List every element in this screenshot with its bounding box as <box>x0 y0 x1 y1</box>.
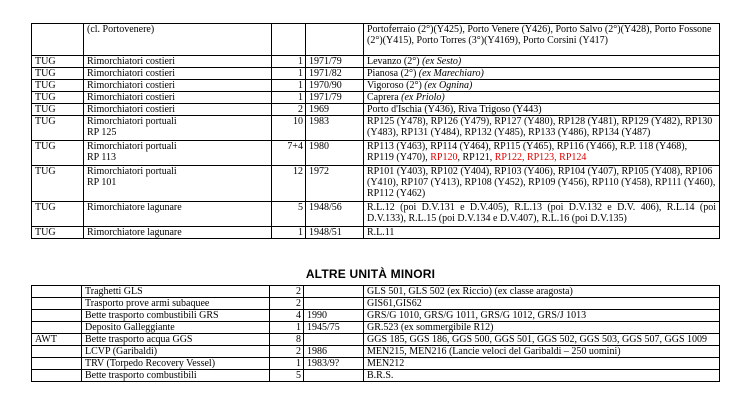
class-cell: Rimorchiatori costieri <box>84 56 272 68</box>
naval-units-table-tugs <box>31 23 720 239</box>
unit-list: RP113 (Y463), RP114 (Y464), RP115 (Y465), RP116 (Y466), R.P. 118 (Y468), RP119 (Y470), <box>367 141 688 163</box>
type-cell <box>32 298 82 310</box>
unit-name: Caprera <box>367 92 402 103</box>
table-row <box>32 298 720 310</box>
class-cell: Rimorchiatori costieri <box>84 80 272 92</box>
class-cell: Traghetti GLS <box>82 286 270 298</box>
units-cell <box>364 92 720 104</box>
year-cell <box>304 334 364 346</box>
type-cell <box>32 24 84 56</box>
class-cell: Rimorchiatori costieri <box>84 92 272 104</box>
units-cell: MEN215, MEN216 (Lancie veloci del Garibaldi – 250 uomini) <box>364 346 720 358</box>
class-cell: Bette trasporto combustibili GRS <box>82 310 270 322</box>
class-cell: Deposito Galleggiante <box>82 322 270 334</box>
class-cell: Rimorchiatori costieri <box>84 104 272 116</box>
table-row <box>32 68 720 80</box>
class-cell: Rimorchiatori portuali RP 113 <box>84 141 272 166</box>
table-row <box>32 104 720 116</box>
class-cell: Trasporto prove armi subaquee <box>82 298 270 310</box>
units-cell: MEN212 <box>364 358 720 370</box>
type-cell: TUG <box>32 202 84 227</box>
units-cell: B.R.S. <box>364 370 720 382</box>
type-cell: TUG <box>32 116 84 141</box>
quantity-cell: 10 <box>272 116 306 141</box>
units-cell: Portoferraio (2°)(Y425), Porto Venere (Y426), Porto Salvo (2°)(Y428), Porto Fossone (2°)(Y415), Porto Torres (3°)(Y4169), Porto Corsini (Y417) <box>364 24 720 56</box>
quantity-cell: 2 <box>270 346 304 358</box>
table-row <box>32 92 720 104</box>
quantity-cell: 1 <box>272 68 306 80</box>
table-row <box>32 227 720 239</box>
table-row <box>32 346 720 358</box>
year-cell: 1986 <box>304 346 364 358</box>
year-cell: 1983 <box>306 116 364 141</box>
class-cell: Rimorchiatori portuali RP 125 <box>84 116 272 141</box>
former-name: (ex Sesto) <box>422 56 462 67</box>
quantity-cell: 2 <box>272 104 306 116</box>
quantity-cell: 1 <box>272 80 306 92</box>
table-row <box>32 80 720 92</box>
type-cell: TUG <box>32 227 84 239</box>
quantity-cell: 1 <box>270 322 304 334</box>
type-cell: TUG <box>32 68 84 80</box>
unit-list: , RP121, <box>457 152 495 163</box>
year-cell <box>304 286 364 298</box>
table-row <box>32 286 720 298</box>
naval-units-table-minor <box>31 285 720 382</box>
class-cell: TRV (Torpedo Recovery Vessel) <box>82 358 270 370</box>
class-cell: Rimorchiatori costieri <box>84 68 272 80</box>
year-cell: 1948/56 <box>306 202 364 227</box>
quantity-cell: 7+4 <box>272 141 306 166</box>
units-cell: RP125 (Y478), RP126 (Y479), RP127 (Y480), RP128 (Y481), RP129 (Y482), RP130 (Y483), RP131 (Y484), RP132 (Y485), RP133 (Y486), RP134 (Y487) <box>364 116 720 141</box>
table-row <box>32 202 720 227</box>
unit-name: Levanzo (2°) <box>367 56 423 67</box>
year-cell: 1990 <box>304 310 364 322</box>
table-row <box>32 116 720 141</box>
type-cell <box>32 310 82 322</box>
units-cell: RP101 (Y403), RP102 (Y404), RP103 (Y406), RP104 (Y407), RP105 (Y408), RP106 (Y410), RP107 (Y413), RP108 (Y452), RP109 (Y456), RP110 (Y458), RP111 (Y460), RP112 (Y462) <box>364 166 720 202</box>
table-row <box>32 56 720 68</box>
type-cell <box>32 358 82 370</box>
units-cell: GRS/G 1010, GRS/G 1011, GRS/G 1012, GRS/J 1013 <box>364 310 720 322</box>
type-cell <box>32 322 82 334</box>
units-cell: Porto d'Ischia (Y436), Riva Trigoso (Y443) <box>364 104 720 116</box>
year-cell: 1971/79 <box>306 56 364 68</box>
year-cell: 1971/79 <box>306 92 364 104</box>
quantity-cell: 1 <box>272 227 306 239</box>
quantity-cell: 1 <box>272 56 306 68</box>
year-cell <box>304 370 364 382</box>
quantity-cell: 1 <box>270 358 304 370</box>
type-cell <box>32 286 82 298</box>
year-cell <box>304 298 364 310</box>
type-cell: AWT <box>32 334 82 346</box>
year-cell: 1983/9? <box>304 358 364 370</box>
type-cell: TUG <box>32 80 84 92</box>
units-cell: GLS 501, GLS 502 (ex Riccio) (ex classe aragosta) <box>364 286 720 298</box>
units-cell: R.L.12 (poi D.V.131 e D.V.405), R.L.13 (poi D.V.132 e D.V. 406), R.L.14 (poi D.V.133), R.L.15 (poi D.V.134 e D.V.407), R.L.16 (poi D.V.135) <box>364 202 720 227</box>
table-row <box>32 370 720 382</box>
class-cell: LCVP (Garibaldi) <box>82 346 270 358</box>
table-row <box>32 358 720 370</box>
former-name: (ex Ognina) <box>424 80 473 91</box>
year-cell: 1948/51 <box>306 227 364 239</box>
units-cell: GIS61,GIS62 <box>364 298 720 310</box>
year-cell: 1969 <box>306 104 364 116</box>
quantity-cell: 2 <box>270 286 304 298</box>
year-cell: 1970/90 <box>306 80 364 92</box>
year-cell <box>306 24 364 56</box>
highlighted-unit: RP120 <box>430 152 458 163</box>
type-cell: TUG <box>32 166 84 202</box>
year-cell: 1980 <box>306 141 364 166</box>
quantity-cell <box>272 24 306 56</box>
class-cell: Bette trasporto combustibili <box>82 370 270 382</box>
class-cell: Rimorchiatore lagunare <box>84 227 272 239</box>
unit-name: Vigoroso (2°) <box>367 80 425 91</box>
quantity-cell: 5 <box>272 202 306 227</box>
units-cell: GR.523 (ex sommergibile R12) <box>364 322 720 334</box>
table-row <box>32 322 720 334</box>
quantity-cell: 1 <box>272 92 306 104</box>
table-row <box>32 141 720 166</box>
table-row <box>32 334 720 346</box>
quantity-cell: 5 <box>270 370 304 382</box>
quantity-cell: 8 <box>270 334 304 346</box>
unit-name: Pianosa (2°) <box>367 68 419 79</box>
table-row <box>32 310 720 322</box>
units-cell <box>364 68 720 80</box>
year-cell: 1971/82 <box>306 68 364 80</box>
type-cell: TUG <box>32 92 84 104</box>
type-cell: TUG <box>32 141 84 166</box>
table-row <box>32 166 720 202</box>
class-cell: Rimorchiatori portuali RP 101 <box>84 166 272 202</box>
type-cell <box>32 346 82 358</box>
former-name: (ex Priolo) <box>401 92 445 103</box>
class-cell: (cl. Portovenere) <box>84 24 272 56</box>
units-cell <box>364 80 720 92</box>
class-cell: Rimorchiatore lagunare <box>84 202 272 227</box>
section-heading: ALTRE UNITÀ MINORI <box>305 267 436 281</box>
former-name: (ex Marechiaro) <box>418 68 484 79</box>
quantity-cell: 12 <box>272 166 306 202</box>
table-row <box>32 24 720 56</box>
quantity-cell: 4 <box>270 310 304 322</box>
units-cell <box>364 56 720 68</box>
units-cell <box>364 141 720 166</box>
type-cell: TUG <box>32 56 84 68</box>
quantity-cell: 2 <box>270 298 304 310</box>
year-cell: 1972 <box>306 166 364 202</box>
type-cell <box>32 370 82 382</box>
year-cell: 1945/75 <box>304 322 364 334</box>
class-cell: Bette trasporto acqua GGS <box>82 334 270 346</box>
units-cell: R.L.11 <box>364 227 720 239</box>
units-cell: GGS 185, GGS 186, GGS 500, GGS 501, GGS 502, GGS 503, GGS 507, GGS 1009 <box>364 334 720 346</box>
highlighted-units: RP122, RP123, RP124 <box>494 152 587 163</box>
type-cell: TUG <box>32 104 84 116</box>
